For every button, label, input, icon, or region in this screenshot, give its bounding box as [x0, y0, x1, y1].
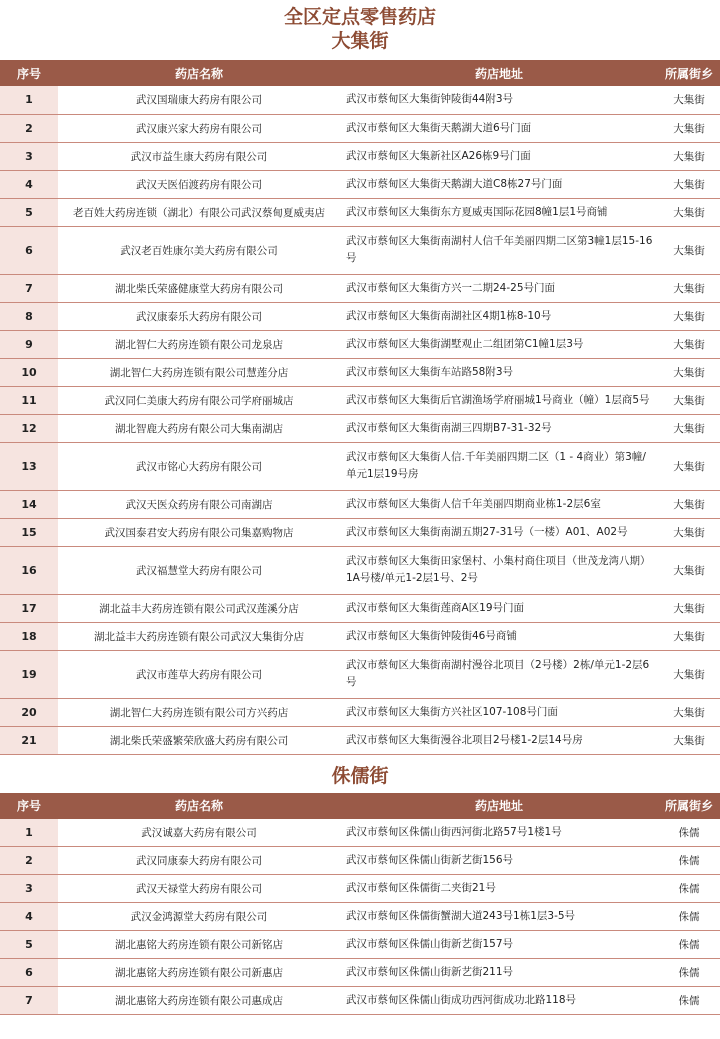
row-number: 21 — [0, 726, 58, 754]
street-name: 侏儒 — [658, 847, 720, 875]
pharmacy-name: 湖北惠铭大药房连锁有限公司新惠店 — [58, 959, 340, 987]
pharmacy-address: 武汉市蔡甸区侏儒街蟹湖大道243号1栋1层3-5号 — [340, 903, 658, 931]
pharmacy-name: 武汉天医众药房有限公司南湖店 — [58, 490, 340, 518]
pharmacy-address: 武汉市蔡甸区大集街后官湖渔场学府丽城1号商业（幢）1层商5号 — [340, 386, 658, 414]
row-number: 19 — [0, 650, 58, 698]
street-name: 大集街 — [658, 198, 720, 226]
street-name: 大集街 — [658, 490, 720, 518]
street-name: 侏儒 — [658, 819, 720, 847]
pharmacy-address: 武汉市蔡甸区大集街天鹅湖大道C8栋27号门面 — [340, 170, 658, 198]
pharmacy-address: 武汉市蔡甸区大集街钟陵街44附3号 — [340, 86, 658, 114]
pharmacy-address: 武汉市蔡甸区侏儒山街新艺街211号 — [340, 959, 658, 987]
street-name: 大集街 — [658, 414, 720, 442]
row-number: 7 — [0, 987, 58, 1015]
row-number: 8 — [0, 302, 58, 330]
table-body-daji — [0, 86, 720, 754]
row-number: 10 — [0, 358, 58, 386]
pharmacy-address: 武汉市蔡甸区大集街南湖村人信千年美丽四期二区第3幢1层15-16号 — [340, 226, 658, 274]
row-number: 20 — [0, 698, 58, 726]
pharmacy-address: 武汉市蔡甸区侏儒山街西河街北路57号1楼1号 — [340, 819, 658, 847]
pharmacy-address: 武汉市蔡甸区大集街人信千年美丽四期商业栋1-2层6室 — [340, 490, 658, 518]
pharmacy-address: 武汉市蔡甸区大集街莲商A区19号门面 — [340, 594, 658, 622]
table-row — [0, 903, 720, 931]
table-row — [0, 622, 720, 650]
table-row — [0, 86, 720, 114]
header-street: 所属街乡 — [658, 793, 720, 819]
pharmacy-address: 武汉市蔡甸区大集街东方夏威夷国际花园8幢1层1号商铺 — [340, 198, 658, 226]
row-number: 16 — [0, 546, 58, 594]
street-name: 大集街 — [658, 726, 720, 754]
pharmacy-address: 武汉市蔡甸区大集街湖墅观止二组团第C1幢1层3号 — [340, 330, 658, 358]
pharmacy-name: 武汉国瑞康大药房有限公司 — [58, 86, 340, 114]
street-name: 大集街 — [658, 622, 720, 650]
row-number: 2 — [0, 114, 58, 142]
row-number: 9 — [0, 330, 58, 358]
pharmacy-address: 武汉市蔡甸区侏儒山街成功西河街成功北路118号 — [340, 987, 658, 1015]
table-row — [0, 490, 720, 518]
street-name: 侏儒 — [658, 959, 720, 987]
street-name: 大集街 — [658, 226, 720, 274]
row-number: 13 — [0, 442, 58, 490]
row-number: 12 — [0, 414, 58, 442]
pharmacy-address: 武汉市蔡甸区大集街田家堡村、小集村商住项目（世茂龙湾八期）1A号楼/单元1-2层1号、2号 — [340, 546, 658, 594]
table-header-row — [0, 793, 720, 819]
table-row — [0, 226, 720, 274]
table-header-row — [0, 60, 720, 86]
street-name: 侏儒 — [658, 875, 720, 903]
row-number: 5 — [0, 198, 58, 226]
table-row — [0, 546, 720, 594]
table-row — [0, 959, 720, 987]
table-row — [0, 302, 720, 330]
pharmacy-name: 湖北智仁大药房连锁有限公司龙泉店 — [58, 330, 340, 358]
street-name: 大集街 — [658, 274, 720, 302]
pharmacy-address: 武汉市蔡甸区大集街车站路58附3号 — [340, 358, 658, 386]
pharmacy-name: 湖北智仁大药房连锁有限公司方兴药店 — [58, 698, 340, 726]
row-number: 6 — [0, 226, 58, 274]
table-row — [0, 987, 720, 1015]
pharmacy-address: 武汉市蔡甸区侏儒山街新艺街157号 — [340, 931, 658, 959]
header-street: 所属街乡 — [658, 60, 720, 86]
pharmacy-name: 湖北智鹿大药房有限公司大集南湖店 — [58, 414, 340, 442]
table-row — [0, 442, 720, 490]
street-name: 侏儒 — [658, 903, 720, 931]
header-name: 药店名称 — [58, 793, 340, 819]
pharmacy-address: 武汉市蔡甸区大集街方兴一二期24-25号门面 — [340, 274, 658, 302]
pharmacy-name: 武汉康兴家大药房有限公司 — [58, 114, 340, 142]
pharmacy-name: 武汉诚嘉大药房有限公司 — [58, 819, 340, 847]
pharmacy-address: 武汉市蔡甸区侏儒街二夹街21号 — [340, 875, 658, 903]
row-number: 14 — [0, 490, 58, 518]
pharmacy-name: 湖北益丰大药房连锁有限公司武汉莲溪分店 — [58, 594, 340, 622]
street-name: 大集街 — [658, 442, 720, 490]
street-name: 大集街 — [658, 358, 720, 386]
row-number: 1 — [0, 86, 58, 114]
row-number: 5 — [0, 931, 58, 959]
table-row — [0, 170, 720, 198]
row-number: 6 — [0, 959, 58, 987]
pharmacy-name: 湖北益丰大药房连锁有限公司武汉大集街分店 — [58, 622, 340, 650]
pharmacy-name: 湖北惠铭大药房连锁有限公司新铭店 — [58, 931, 340, 959]
pharmacy-name: 武汉老百姓康尔美大药房有限公司 — [58, 226, 340, 274]
street-name: 大集街 — [658, 142, 720, 170]
table-row — [0, 114, 720, 142]
pharmacy-address: 武汉市蔡甸区大集街天鹅湖大道6号门面 — [340, 114, 658, 142]
street-name: 大集街 — [658, 302, 720, 330]
pharmacy-name: 武汉市铭心大药房有限公司 — [58, 442, 340, 490]
table-row — [0, 414, 720, 442]
row-number: 1 — [0, 819, 58, 847]
pharmacy-name: 武汉金鸿源堂大药房有限公司 — [58, 903, 340, 931]
table-body-zhuru — [0, 819, 720, 1015]
pharmacy-address: 武汉市蔡甸区大集街漫谷北项目2号楼1-2层14号房 — [340, 726, 658, 754]
street-name: 侏儒 — [658, 987, 720, 1015]
row-number: 17 — [0, 594, 58, 622]
pharmacy-name: 武汉天禄堂大药房有限公司 — [58, 875, 340, 903]
street-name: 大集街 — [658, 650, 720, 698]
row-number: 4 — [0, 170, 58, 198]
street-name: 大集街 — [658, 114, 720, 142]
table-row — [0, 330, 720, 358]
table-row — [0, 358, 720, 386]
pharmacy-address: 武汉市蔡甸区大集街南湖社区4期1栋8-10号 — [340, 302, 658, 330]
pharmacy-table-zhuru — [0, 793, 720, 1016]
street-name: 大集街 — [658, 518, 720, 546]
table-row — [0, 875, 720, 903]
row-number: 15 — [0, 518, 58, 546]
pharmacy-address: 武汉市蔡甸区侏儒山街新艺街156号 — [340, 847, 658, 875]
pharmacy-name: 湖北柴氏荣盛繁荣欣盛大药房有限公司 — [58, 726, 340, 754]
street-name: 大集街 — [658, 594, 720, 622]
row-number: 3 — [0, 142, 58, 170]
table-row — [0, 386, 720, 414]
pharmacy-address: 武汉市蔡甸区大集街南湖村漫谷北项目（2号楼）2栋/单元1-2层6号 — [340, 650, 658, 698]
street-name: 大集街 — [658, 170, 720, 198]
pharmacy-name: 武汉福慧堂大药房有限公司 — [58, 546, 340, 594]
table-row — [0, 698, 720, 726]
table-row — [0, 274, 720, 302]
pharmacy-name: 老百姓大药房连锁（湖北）有限公司武汉蔡甸夏威夷店 — [58, 198, 340, 226]
section-title-zhuru: 侏儒街 — [331, 764, 389, 787]
pharmacy-name: 武汉市益生康大药房有限公司 — [58, 142, 340, 170]
pharmacy-name: 湖北智仁大药房连锁有限公司慧莲分店 — [58, 358, 340, 386]
pharmacy-name: 湖北惠铭大药房连锁有限公司惠成店 — [58, 987, 340, 1015]
pharmacy-address: 武汉市蔡甸区大集街南湖五期27-31号（一楼）A01、A02号 — [340, 518, 658, 546]
street-name: 大集街 — [658, 698, 720, 726]
table-row — [0, 726, 720, 754]
row-number: 3 — [0, 875, 58, 903]
pharmacy-address: 武汉市蔡甸区大集街南湖三四期B7-31-32号 — [340, 414, 658, 442]
pharmacy-name: 武汉市莲草大药房有限公司 — [58, 650, 340, 698]
header-address: 药店地址 — [340, 60, 658, 86]
row-number: 2 — [0, 847, 58, 875]
table-row — [0, 518, 720, 546]
header-no: 序号 — [0, 793, 58, 819]
section-title-daji: 大集街 — [331, 30, 389, 52]
table-row — [0, 931, 720, 959]
row-number: 18 — [0, 622, 58, 650]
pharmacy-address: 武汉市蔡甸区大集新社区A26栋9号门面 — [340, 142, 658, 170]
street-name: 大集街 — [658, 330, 720, 358]
row-number: 4 — [0, 903, 58, 931]
pharmacy-name: 武汉天医佰渡药房有限公司 — [58, 170, 340, 198]
header-no: 序号 — [0, 60, 58, 86]
street-name: 大集街 — [658, 386, 720, 414]
header-name: 药店名称 — [58, 60, 340, 86]
pharmacy-name: 武汉国泰君安大药房有限公司集嘉购物店 — [58, 518, 340, 546]
table-row — [0, 819, 720, 847]
pharmacy-address: 武汉市蔡甸区大集街人信.千年美丽四期二区（1 - 4商业）第3幢/单元1层19号房 — [340, 442, 658, 490]
row-number: 7 — [0, 274, 58, 302]
page-title: 全区定点零售药店 — [283, 6, 436, 28]
header-address: 药店地址 — [340, 793, 658, 819]
pharmacy-address: 武汉市蔡甸区大集街方兴社区107-108号门面 — [340, 698, 658, 726]
pharmacy-address: 武汉市蔡甸区大集街钟陵街46号商铺 — [340, 622, 658, 650]
pharmacy-name: 湖北柴氏荣盛健康堂大药房有限公司 — [58, 274, 340, 302]
street-name: 大集街 — [658, 546, 720, 594]
pharmacy-name: 武汉同康泰大药房有限公司 — [58, 847, 340, 875]
street-name: 侏儒 — [658, 931, 720, 959]
table-row — [0, 594, 720, 622]
pharmacy-name: 武汉康泰乐大药房有限公司 — [58, 302, 340, 330]
pharmacy-table-daji — [0, 60, 720, 755]
table-row — [0, 142, 720, 170]
table-row — [0, 847, 720, 875]
row-number: 11 — [0, 386, 58, 414]
pharmacy-name: 武汉同仁美康大药房有限公司学府丽城店 — [58, 386, 340, 414]
street-name: 大集街 — [658, 86, 720, 114]
table-row — [0, 650, 720, 698]
table-row — [0, 198, 720, 226]
